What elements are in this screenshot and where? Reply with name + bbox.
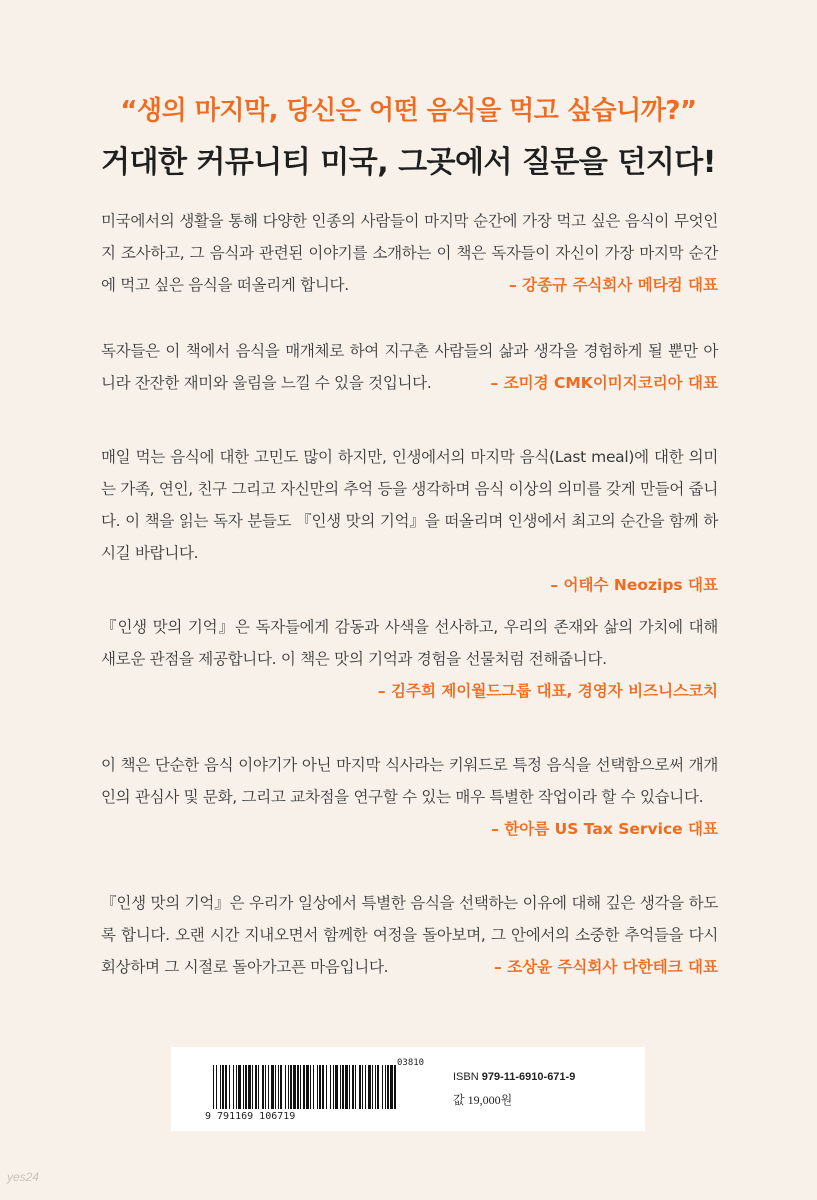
isbn-label: ISBN — [453, 1071, 479, 1083]
barcode-bar — [349, 1065, 350, 1109]
headline-quote: “생의 마지막, 당신은 어떤 음식을 먹고 싶습니까?” — [120, 96, 697, 126]
barcode-bar — [271, 1065, 274, 1109]
barcode-bar — [258, 1065, 259, 1109]
endorsement-text: 매일 먹는 음식에 대한 고민도 많이 하지만, 인생에서의 마지막 음식(Last meal)에 대한 의미는 가족, 연인, 친구 그리고 자신만의 추억 등을 생각하며 음식 이상의 의미를 갖게 만들어 줍니다. 이 책을 읽는 독자 분들도 『인생 맛의 기억』을 떠올리며 인생에서 최고의 순간을 함께 하시길 바랍니다. — [101, 448, 718, 562]
barcode-bar — [297, 1065, 299, 1109]
barcode-bar — [355, 1065, 356, 1109]
barcode-bar — [288, 1065, 289, 1109]
barcode-bar — [245, 1065, 247, 1109]
barcode-bar — [238, 1065, 241, 1109]
barcode-bar — [390, 1065, 393, 1109]
barcode-panel — [171, 1047, 645, 1131]
endorsement-text: 독자들은 이 책에서 음식을 매개체로 하여 지구촌 사람들의 삶과 생각을 경험하게 될 뿐만 아니라 잔잔한 재미와 울림을 느낄 수 있을 것입니다. — [101, 342, 718, 392]
barcode-bar — [340, 1065, 341, 1109]
barcode-bar — [382, 1065, 383, 1109]
barcode-bar — [268, 1065, 269, 1109]
barcode-bar — [335, 1065, 338, 1109]
price: 값 19,000원 — [453, 1093, 513, 1107]
endorsement-attribution: – 어태수 Neozips 대표 — [550, 576, 718, 594]
barcode-bar — [290, 1065, 292, 1109]
barcode-bar — [303, 1065, 305, 1109]
barcode-bar — [342, 1065, 344, 1109]
barcode-bar — [387, 1065, 389, 1109]
barcode-bar — [220, 1065, 221, 1109]
barcode-bar — [252, 1065, 253, 1109]
barcode-bar — [248, 1065, 251, 1109]
barcode-bar — [330, 1065, 331, 1109]
endorsement-attribution: – 김주희 제이월드그룹 대표, 경영자 비즈니스코치 — [377, 682, 718, 700]
barcode-bar — [225, 1065, 227, 1109]
barcode-bar — [280, 1065, 282, 1109]
barcode-bar — [278, 1065, 279, 1109]
isbn-number: 979-11-6910-671-9 — [481, 1071, 576, 1083]
barcode-bar — [243, 1065, 244, 1109]
endorsement-attribution: – 조상윤 주식회사 다한테크 대표 — [488, 951, 718, 983]
endorsement — [101, 749, 718, 845]
barcode-bar — [385, 1065, 386, 1109]
endorsement — [101, 335, 718, 399]
barcode-bar — [326, 1065, 327, 1109]
barcode-bar — [368, 1065, 371, 1109]
barcode-bar — [222, 1065, 224, 1109]
barcode-bar — [372, 1065, 373, 1109]
barcode-bar — [300, 1065, 301, 1109]
barcode-bar — [345, 1065, 348, 1109]
endorsement — [101, 441, 718, 594]
endorsement-attribution: – 조미경 CMK이미지코리아 대표 — [485, 367, 718, 399]
barcode-bar — [333, 1065, 334, 1109]
barcode-bar — [317, 1065, 318, 1109]
endorsement-list — [101, 205, 718, 983]
barcode-bar — [275, 1065, 276, 1109]
barcode-bar — [359, 1065, 361, 1109]
barcode-bar — [236, 1065, 237, 1109]
endorsement — [101, 205, 718, 301]
barcode-digits: 9 791169 106719 — [205, 1111, 296, 1121]
barcode-bar — [265, 1065, 266, 1109]
barcode-addon-code: 03810 — [397, 1058, 425, 1068]
barcode-bar — [293, 1065, 296, 1109]
barcode-bar — [394, 1065, 396, 1109]
barcode-bar — [365, 1065, 366, 1109]
isbn-barcode — [205, 1059, 403, 1121]
endorsement-attribution: – 강종규 주식회사 메타컴 대표 — [503, 269, 718, 301]
headline-title: 거대한 커뮤니티 미국, 그곳에서 질문을 던지다! — [101, 145, 716, 180]
isbn-line — [453, 1071, 575, 1083]
endorsement-text: 미국에서의 생활을 통해 다양한 인종의 사람들이 마지막 순간에 가장 먹고 싶은 음식이 무엇인지 조사하고, 그 음식과 관련된 이야기를 소개하는 이 책은 독자들이 자신이 가장 마지막 순간에 먹고 싶은 음식을 떠올리게 합니다. — [101, 212, 718, 294]
endorsement-text: 『인생 맛의 기억』은 독자들에게 감동과 사색을 선사하고, 우리의 존재와 삶의 가치에 대해 새로운 관점을 제공합니다. 이 책은 맛의 기억과 경험을 선물처럼 전해줍니다. — [101, 618, 718, 668]
endorsement — [101, 887, 718, 983]
barcode-bar — [319, 1065, 321, 1109]
endorsement-text: 『인생 맛의 기억』은 우리가 일상에서 특별한 음식을 선택하는 이유에 대해 깊은 생각을 하도록 합니다. 오랜 시간 지내오면서 함께한 여정을 돌아보며, 그 안에서의 소중한 추억들을 다시 회상하며 그 시절로 돌아가고픈 마음입니다. — [101, 894, 718, 976]
barcode-bar — [375, 1065, 376, 1109]
endorsement-text: 이 책은 단순한 음식 이야기가 아닌 마지막 식사라는 키워드로 특정 음식을 선택함으로써 개개인의 관심사 및 문화, 그리고 교차점을 연구할 수 있는 매우 특별한 작업이라 할 수 있습니다. — [101, 756, 718, 806]
barcode-bar — [213, 1065, 214, 1109]
endorsement-attribution: – 한아름 US Tax Service 대표 — [485, 813, 718, 845]
barcode-bar — [313, 1065, 314, 1109]
barcode-bar — [229, 1065, 230, 1109]
barcode-bar — [285, 1065, 286, 1109]
barcode-bar — [233, 1065, 234, 1109]
barcode-bar — [216, 1065, 217, 1109]
endorsement — [101, 611, 718, 707]
barcode-bar — [255, 1065, 257, 1109]
barcode-bar — [322, 1065, 324, 1109]
barcode-bar — [352, 1065, 354, 1109]
barcode-bar — [377, 1065, 379, 1109]
barcode-bar — [362, 1065, 363, 1109]
barcode-bar — [310, 1065, 311, 1109]
watermark-logo: yes24 — [7, 1170, 40, 1184]
barcode-bar — [262, 1065, 264, 1109]
barcode-bar — [306, 1065, 309, 1109]
